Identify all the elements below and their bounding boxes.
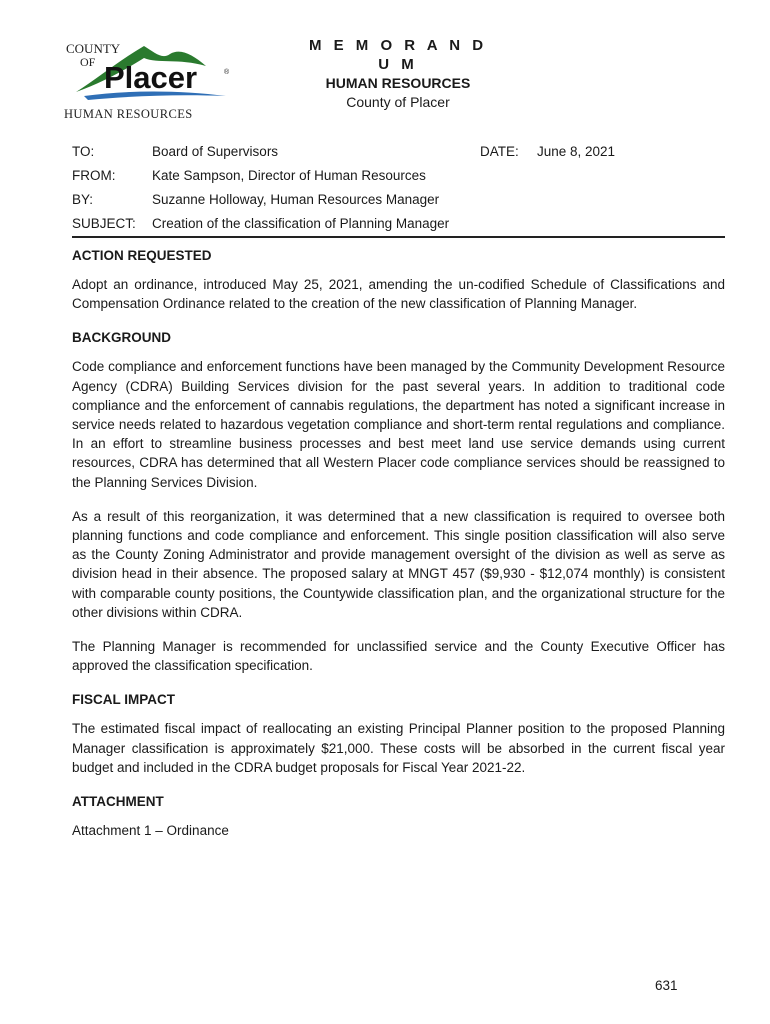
memo-body (72, 246, 725, 855)
logo-placer-text: Placer (104, 60, 198, 95)
logo-registered-mark: ® (224, 69, 230, 76)
to-value: Board of Supervisors (152, 144, 279, 159)
background-heading: BACKGROUND (72, 330, 171, 346)
fiscal-impact-heading: FISCAL IMPACT (72, 692, 175, 708)
from-value: Kate Sampson, Director of Human Resources (152, 168, 426, 183)
background-paragraph-3: The Planning Manager is recommended for unclassified service and the County Executive Officer has approved the classification specification. (72, 639, 725, 674)
page-number: 631 (655, 978, 678, 993)
by-label: BY: (72, 192, 94, 207)
date-label: DATE: (480, 144, 519, 159)
county-of-placer-logo (58, 38, 238, 122)
by-value: Suzanne Holloway, Human Resources Manager (152, 192, 440, 207)
subject-label: SUBJECT: (72, 216, 136, 231)
action-requested-heading: ACTION REQUESTED (72, 248, 212, 263)
header-divider (72, 236, 725, 238)
background-paragraph-1: Code compliance and enforcement functions have been managed by the Community Development Resource Agency (CDRA) Building Services division for the past several years. In addition to traditional code compliance and the enforcement of cannabis regulations, the department has noted a significant increase in service needs related to hazardous vegetation compliance and short-term rental regulations and compliance. In an effort to streamline business processes and best meet land use service demands using current resources, CDRA has determined that all Western Placer code compliance services should be reassigned to the Planning Services Division. (72, 359, 725, 490)
date-value: June 8, 2021 (537, 144, 616, 159)
memo-department: HUMAN RESOURCES (325, 75, 471, 91)
logo-subtitle-text: HUMAN RESOURCES (64, 107, 193, 121)
logo-graphic (58, 38, 238, 122)
memo-county: County of Placer (346, 94, 450, 110)
to-label: TO: (72, 144, 95, 159)
subject-value: Creation of the classification of Planning Manager (152, 216, 450, 231)
date-field (480, 144, 616, 159)
from-label: FROM: (72, 168, 116, 183)
memo-header (300, 36, 496, 112)
background-paragraph-2: As a result of this reorganization, it was determined that a new classification is required to oversee both planning functions and code compliance and enforcement. This single position classification will also serve as the County Zoning Administrator and provide management oversight of the division as well as serve as division head in their absence. The proposed salary at MNGT 457 ($9,930 - $12,074 monthly) is consistent with comparable county positions, the Countywide classification plan, and the organizational structure for the other divisions within CDRA. (72, 508, 725, 620)
fiscal-impact-text: The estimated fiscal impact of reallocating an existing Principal Planner position to the proposed Planning Manager classification is approximately $21,000. These costs will be absorbed in the current fiscal year budget and included in the CDRA budget proposals for Fiscal Year 2021-22. (72, 721, 725, 775)
action-requested-text: Adopt an ordinance, introduced May 25, 2021, amending the un-codified Schedule of Classifications and Compensation Ordinance related to the creation of the new classification of Planning Manager. (72, 277, 725, 312)
attachment-text: Attachment 1 – Ordinance (72, 823, 229, 839)
attachment-heading: ATTACHMENT (72, 794, 164, 810)
logo-of-text: OF (80, 55, 96, 69)
memo-title: M E M O R A N D U M (308, 37, 488, 73)
logo-county-text: COUNTY (66, 41, 121, 56)
